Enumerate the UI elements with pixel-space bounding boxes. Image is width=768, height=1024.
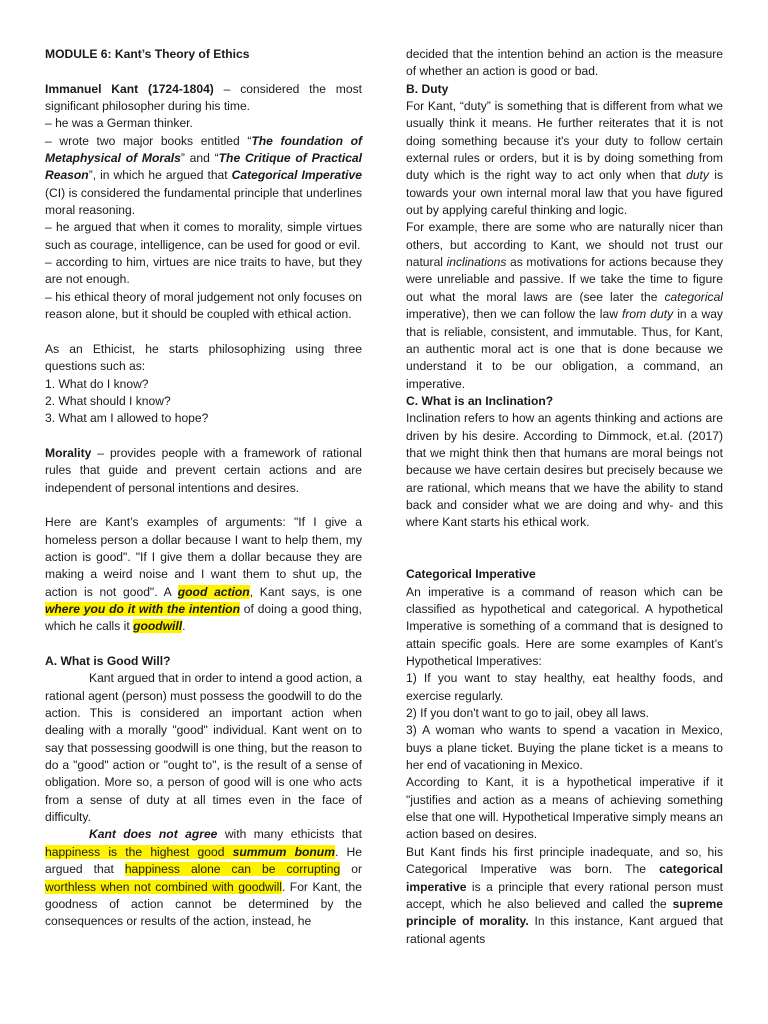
book-title-1: The foundation of Metaphysical of Morals xyxy=(45,133,362,166)
kant-point-2: – wrote two major books entitled “The foundation of Metaphysical of Morals” and “The Critique of Practical Reason”, in which he argued that Categorical Imperative (CI) is considered the fundamental principle that underlines moral reasoning. xyxy=(45,133,363,218)
kant-point-4: – according to him, virtues are nice traits to have, but they are not enough. xyxy=(45,255,362,287)
disagree-paragraph: Kant does not agree with many ethicists that happiness is the highest good summum bonum. He argued that happiness alone can be corrupting or worthless when not combined with goodwill. For Kant, the goodness of action cannot be determined by the consequences or results of the action, instead, he xyxy=(45,827,363,929)
left-column xyxy=(45,46,362,931)
book-title-2: The Critique of Practical Reason xyxy=(45,151,363,183)
continued-paragraph: decided that the intention behind an action is the measure of whether an action is good or bad. xyxy=(406,47,723,79)
duty-paragraph: For Kant, “duty” is something that is different from what we usually think it means. He further reiterates that it is not doing something because it's your duty to follow certain external rules or orders, but it is by doing something from duty which is the right way to act only when that duty is towards your own internal moral law that you have figured out by applying careful thinking and logic. xyxy=(406,99,723,218)
kant-name: Immanuel Kant (1724-1804) xyxy=(45,81,214,96)
highlight-corrupting: happiness alone can be corrupting xyxy=(124,862,341,877)
categorical-imperative-heading: Categorical Imperative xyxy=(406,567,536,582)
morality-paragraph: Morality – provides people with a framework of rational rules that guide and prevent certain actions and are independent of personal intentions and desires. xyxy=(45,445,362,495)
kant-does-not-agree: Kant does not agree xyxy=(89,827,218,842)
right-column xyxy=(406,46,723,948)
kant-point-3: – he argued that when it comes to morality, simple virtues such as courage, intelligence, can be used for good or evil. xyxy=(45,220,362,252)
module-title: MODULE 6: Kant’s Theory of Ethics xyxy=(45,47,250,61)
categorical-imperative-term: Categorical Imperative xyxy=(231,168,362,183)
ethicist-paragraph: As an Ethicist, he starts philosophizing using three questions such as: xyxy=(45,341,362,374)
highlight-goodwill: goodwill xyxy=(133,619,183,634)
hypothetical-example-3: 3) A woman who wants to spend a vacation in Mexico, buys a plane ticket. Buying the plane ticket is a means to her end of vacationing in Mexico. xyxy=(406,723,723,773)
kant-point-1: – he was a German thinker. xyxy=(45,116,193,131)
inclination-paragraph: Inclination refers to how an agents thinking and actions are driven by his desire. According to Dimmock, et.al. (2017) that we might think then that humans are moral beings not because we have certain desires but precisely because we are rational, which means that we have the ability to stand back and consider what we are doing and why- and this where Kant starts his ethical work. xyxy=(406,411,723,530)
hypothetical-example-1: 1) If you want to stay healthy, eat healthy foods, and exercise regularly. xyxy=(406,671,723,703)
question-3: 3. What am I allowed to hope? xyxy=(45,411,209,426)
highlight-summum-bonum: summum bonum xyxy=(232,844,335,859)
categorical-imperative-paragraph: An imperative is a command of reason which can be classified as hypothetical and categorical. A hypothetical Imperative is something of a command that is designed to attain specific goals. Here are some examples of Kant’s Hypothetical Imperatives: xyxy=(406,584,723,669)
highlight-happiness-highest: happiness is the highest good xyxy=(45,844,233,859)
duty-heading: B. Duty xyxy=(406,81,449,96)
highlight-good-action: good action xyxy=(177,584,250,599)
kant-point-5: – his ethical theory of moral judgement not only focuses on reason alone, but it should be coupled with ethical action. xyxy=(45,289,362,322)
example-paragraph: For example, there are some who are naturally nicer than others, but according to Kant, we should not trust our natural inclinations as motivations for actions because they were unreliable and passive. If we take the time to figure out what the moral laws are (see later the categorical imperative), then we can follow the law from duty in a way that is reliable, consistent, and immutable. Thus, for Kant, an authentic moral act is one that is done because we understand it to be our obligation, a command, an imperative. xyxy=(406,220,723,391)
kant-intro-paragraph: Immanuel Kant (1724-1804) – considered the most significant philosopher during his time. xyxy=(45,81,362,114)
final-paragraph: But Kant finds his first principle inadequate, and so, his Categorical Imperative was born. The categorical imperative is a principle that every rational person must accept, which he also believed and called the supreme principle of morality. In this instance, Kant argued that rational agents xyxy=(406,844,724,946)
examples-paragraph: Here are Kant’s examples of arguments: "If I give a homeless person a dollar because I want to help them, my action is good". "If I give them a dollar because they are making a weird noise and I want them to shut up, the action is not good". A good action, Kant says, is one where you do it with the intention of doing a good thing, which he calls it goodwill. xyxy=(45,515,362,634)
hypothetical-paragraph: According to Kant, it is a hypothetical imperative if it "justifies and action as a means of achieving something else that one will. Hypothetical Imperative simply means an action based on desires. xyxy=(406,775,723,842)
highlight-intention: where you do it with the intention xyxy=(45,602,240,616)
goodwill-heading: A. What is Good Will? xyxy=(45,654,171,669)
hypothetical-example-2: 2) If you don't want to go to jail, obey all laws. xyxy=(406,706,649,721)
question-2: 2. What should I know? xyxy=(45,393,171,408)
goodwill-paragraph: Kant argued that in order to intend a good action, a rational agent (person) must possess the goodwill to do the action. This is considered an important action when dealing with a morally "good" individual. Kant went on to say that possessing goodwill is one thing, but the reason to do a "good" action or "ought to", is the result of a sense of obligation. More so, a person of good will is one who acts from a sense of duty at all times even in the face of difficulty. xyxy=(45,671,362,825)
question-1: 1. What do I know? xyxy=(45,376,149,391)
inclination-heading: C. What is an Inclination? xyxy=(406,393,554,408)
highlight-worthless: worthless when not combined with goodwill xyxy=(45,879,282,894)
morality-term: Morality xyxy=(45,445,92,460)
